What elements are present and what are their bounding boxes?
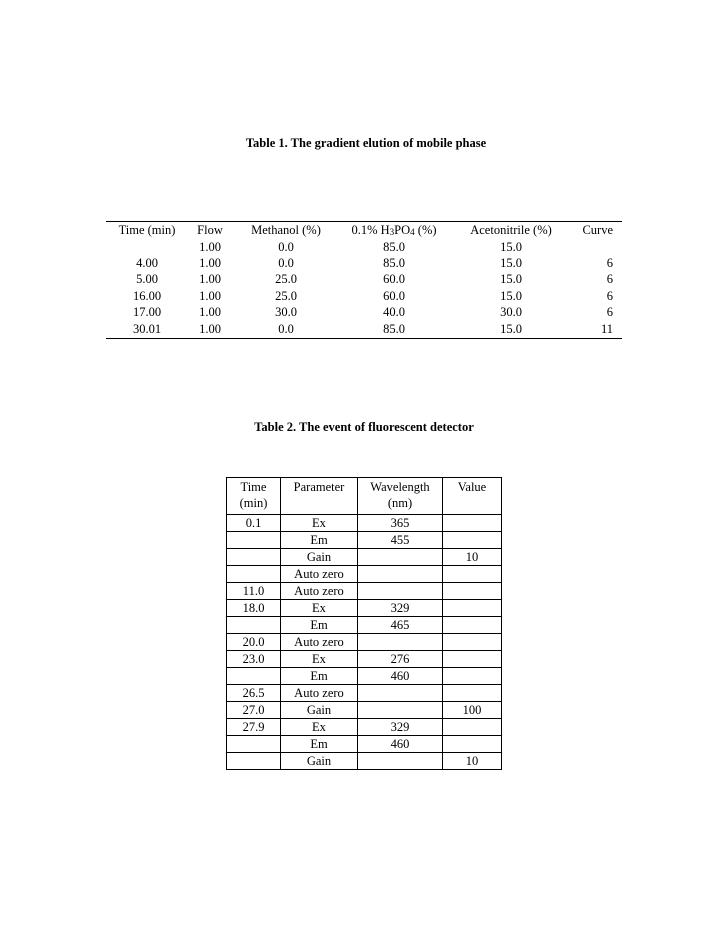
fluorescent-detector-table	[226, 477, 502, 770]
table1-header-h3po4-part3: (%)	[414, 223, 437, 237]
phosphoric-acid-cell: 60.0	[383, 289, 405, 303]
parameter-cell: Em	[281, 532, 358, 549]
table-row	[106, 271, 622, 288]
phosphoric-acid-cell: 40.0	[383, 305, 405, 319]
time-cell	[227, 617, 281, 634]
time-cell	[227, 549, 281, 566]
value-cell	[443, 736, 502, 753]
wavelength-cell: 455	[358, 532, 443, 549]
wavelength-cell	[358, 566, 443, 583]
table1-header-h3po4-sub4: 4	[410, 227, 415, 237]
phosphoric-acid-cell: 60.0	[383, 272, 405, 286]
value-cell	[443, 617, 502, 634]
value-cell	[443, 719, 502, 736]
wavelength-cell: 276	[358, 651, 443, 668]
table2-caption: Table 2. The event of fluorescent detector	[254, 420, 474, 434]
value-cell	[443, 668, 502, 685]
value-cell	[443, 634, 502, 651]
table-row	[227, 702, 502, 719]
table1-header-time: Time (min)	[118, 223, 176, 237]
time-cell: 27.0	[227, 702, 281, 719]
table1-header-h3po4-sub3: 3	[389, 227, 395, 237]
time-cell: 5.00	[136, 272, 158, 286]
parameter-cell: Auto zero	[281, 685, 358, 702]
phosphoric-acid-cell: 85.0	[383, 240, 405, 254]
acetonitrile-cell: 15.0	[500, 256, 522, 270]
parameter-cell: Auto zero	[281, 634, 358, 651]
wavelength-cell: 329	[358, 600, 443, 617]
parameter-cell: Gain	[281, 549, 358, 566]
value-cell	[443, 651, 502, 668]
table-row	[227, 532, 502, 549]
acetonitrile-cell: 15.0	[500, 289, 522, 303]
value-cell	[443, 566, 502, 583]
time-cell: 11.0	[227, 583, 281, 600]
parameter-cell: Auto zero	[281, 566, 358, 583]
table-row	[227, 685, 502, 702]
table-row	[106, 288, 622, 305]
time-cell: 27.9	[227, 719, 281, 736]
flow-cell: 1.00	[199, 272, 221, 286]
time-cell: 16.00	[132, 289, 162, 303]
parameter-cell: Auto zero	[281, 583, 358, 600]
time-cell: 23.0	[227, 651, 281, 668]
table2-header-time-line1: Time	[240, 480, 267, 494]
methanol-cell: 0.0	[278, 322, 294, 336]
parameter-cell: Gain	[281, 702, 358, 719]
table-row	[227, 651, 502, 668]
value-cell: 100	[443, 702, 502, 719]
table-row	[227, 753, 502, 770]
table-row	[227, 736, 502, 753]
table-row	[227, 617, 502, 634]
parameter-cell: Ex	[281, 651, 358, 668]
value-cell: 10	[443, 549, 502, 566]
time-cell: 30.01	[132, 322, 162, 336]
wavelength-cell	[358, 583, 443, 600]
curve-cell: 6	[606, 256, 613, 270]
time-cell: 18.0	[227, 600, 281, 617]
curve-cell: 11	[600, 322, 613, 336]
methanol-cell: 30.0	[275, 305, 297, 319]
time-cell: 20.0	[227, 634, 281, 651]
wavelength-cell	[358, 685, 443, 702]
acetonitrile-cell: 30.0	[500, 305, 522, 319]
table-row	[106, 255, 622, 272]
time-cell	[227, 736, 281, 753]
table1-header-acetonitrile: Acetonitrile (%)	[470, 223, 552, 237]
table-row	[106, 239, 622, 256]
table2-header-wavelength-line2: (nm)	[387, 496, 413, 510]
methanol-cell: 25.0	[275, 272, 297, 286]
time-cell	[227, 668, 281, 685]
wavelength-cell	[358, 549, 443, 566]
table-row	[227, 515, 502, 532]
time-cell	[227, 532, 281, 549]
curve-cell: 6	[606, 289, 613, 303]
table1-header-methanol: Methanol (%)	[251, 223, 321, 237]
phosphoric-acid-cell: 85.0	[383, 256, 405, 270]
value-cell	[443, 583, 502, 600]
wavelength-cell: 465	[358, 617, 443, 634]
parameter-cell: Em	[281, 736, 358, 753]
methanol-cell: 0.0	[278, 240, 294, 254]
table-row	[227, 583, 502, 600]
flow-cell: 1.00	[199, 305, 221, 319]
parameter-cell: Ex	[281, 719, 358, 736]
flow-cell: 1.00	[199, 256, 221, 270]
value-cell	[443, 600, 502, 617]
flow-cell: 1.00	[199, 322, 221, 336]
time-cell	[227, 753, 281, 770]
gradient-elution-table	[106, 221, 622, 339]
table-row	[227, 634, 502, 651]
parameter-cell: Gain	[281, 753, 358, 770]
table1-header-flow: Flow	[197, 223, 223, 237]
value-cell	[443, 532, 502, 549]
flow-cell: 1.00	[199, 240, 221, 254]
table2-header-row	[227, 478, 502, 515]
table-row	[227, 719, 502, 736]
table2-header-wavelength-line1: Wavelength	[370, 480, 430, 494]
table2-header-time	[227, 478, 281, 515]
methanol-cell: 0.0	[278, 256, 294, 270]
parameter-cell: Ex	[281, 515, 358, 532]
parameter-cell: Ex	[281, 600, 358, 617]
table2-header-value: Value	[443, 478, 502, 515]
table-row	[227, 668, 502, 685]
acetonitrile-cell: 15.0	[500, 272, 522, 286]
table-row	[106, 321, 622, 338]
table2-header-parameter: Parameter	[281, 478, 358, 515]
acetonitrile-cell: 15.0	[500, 322, 522, 336]
time-cell	[227, 566, 281, 583]
table1-header-h3po4-part2: PO	[394, 223, 411, 237]
flow-cell: 1.00	[199, 289, 221, 303]
value-cell	[443, 515, 502, 532]
table1-header-h3po4-part1: 0.1% H	[351, 223, 390, 237]
methanol-cell: 25.0	[275, 289, 297, 303]
table2-header-time-line2: (min)	[239, 496, 268, 510]
table-row	[227, 600, 502, 617]
time-cell: 26.5	[227, 685, 281, 702]
time-cell: 4.00	[136, 256, 158, 270]
parameter-cell: Em	[281, 617, 358, 634]
curve-cell: 6	[606, 272, 613, 286]
parameter-cell: Em	[281, 668, 358, 685]
value-cell: 10	[443, 753, 502, 770]
phosphoric-acid-cell: 85.0	[383, 322, 405, 336]
wavelength-cell: 460	[358, 668, 443, 685]
wavelength-cell: 329	[358, 719, 443, 736]
curve-cell: 6	[606, 305, 613, 319]
wavelength-cell: 365	[358, 515, 443, 532]
wavelength-cell	[358, 702, 443, 719]
wavelength-cell: 460	[358, 736, 443, 753]
time-cell: 17.00	[132, 305, 162, 319]
wavelength-cell	[358, 753, 443, 770]
time-cell: 0.1	[227, 515, 281, 532]
table1-header-curve: Curve	[582, 223, 613, 237]
acetonitrile-cell: 15.0	[500, 240, 522, 254]
table-row	[227, 549, 502, 566]
table1-caption: Table 1. The gradient elution of mobile phase	[245, 136, 487, 150]
table2-header-wavelength	[358, 478, 443, 515]
table1-header-row	[106, 222, 622, 239]
table-row	[227, 566, 502, 583]
table-row	[106, 304, 622, 321]
wavelength-cell	[358, 634, 443, 651]
value-cell	[443, 685, 502, 702]
